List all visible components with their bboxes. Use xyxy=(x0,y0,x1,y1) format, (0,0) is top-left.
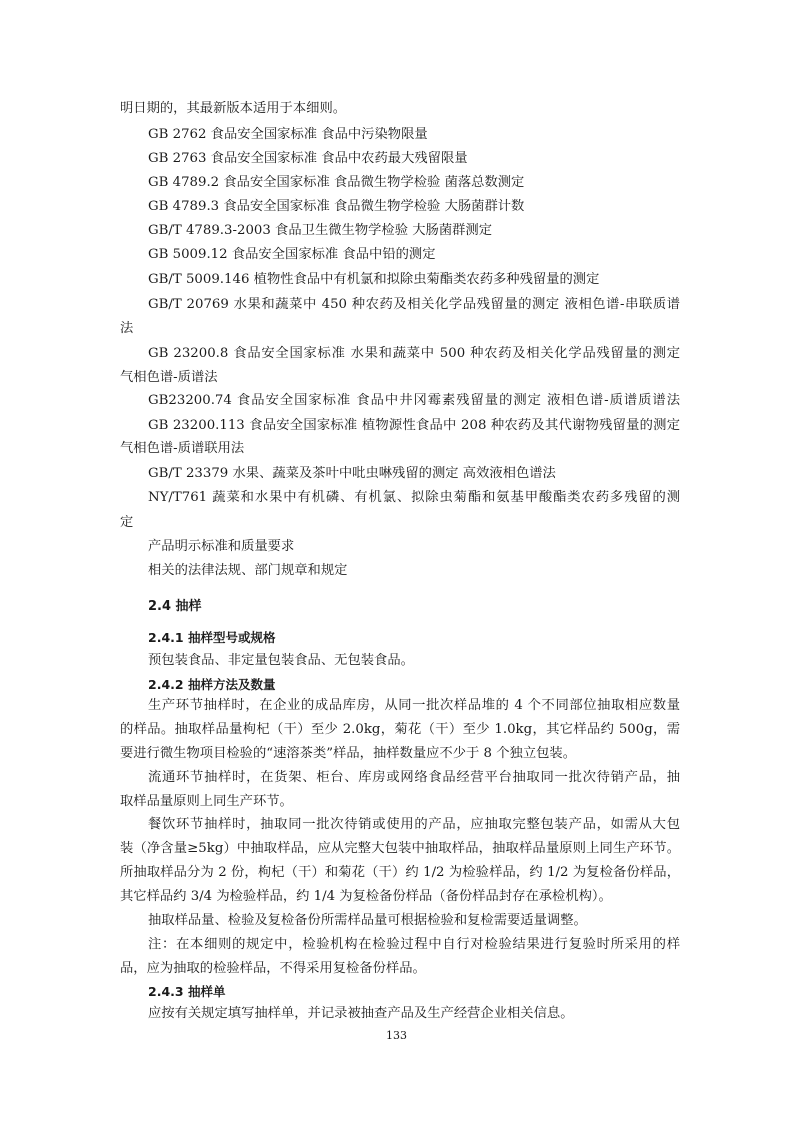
reference-line: GB/T 5009.146 植物性食品中有机氯和拟除虫菊酯类农药多种残留量的测定 xyxy=(148,272,600,287)
body-line: 取样品量原则上同生产环节。 xyxy=(120,794,293,809)
reference-line: NY/T761 蔬菜和水果中有机磷、有机氯、拟除虫菊酯和氨基甲酸酯类农药多残留的测 xyxy=(148,490,680,505)
note-line: 注：在本细则的规定中，检验机构在检验过程中自行对检验结果进行复验时所采用的样 xyxy=(148,937,680,952)
body-line: 流通环节抽样时，在货架、柜台、库房或网络食品经营平台抽取同一批次待销产品，抽 xyxy=(148,770,680,785)
body-line: 装（净含量≥5kg）中抽取样品，应从完整大包装中抽取样品，抽取样品量原则上同生产环节。 xyxy=(120,841,680,856)
reference-line: 气相色谱-质谱联用法 xyxy=(120,441,245,456)
reference-line: 相关的法律法规、部门规章和规定 xyxy=(148,563,348,578)
body-line: 餐饮环节抽样时，抽取同一批次待销或使用的产品，应抽取完整包装产品，如需从大包 xyxy=(148,817,680,832)
body-line: 抽取样品量、检验及复检备份所需样品量可根据检验和复检需要适量调整。 xyxy=(148,913,587,928)
reference-line: GB 4789.3 食品安全国家标准 食品微生物学检验 大肠菌群计数 xyxy=(148,199,525,214)
reference-line: 法 xyxy=(120,321,134,336)
reference-line: GB 2763 食品安全国家标准 食品中农药最大残留限量 xyxy=(148,151,468,166)
subsection-heading: 2.4.3 抽样单 xyxy=(148,984,226,999)
reference-line: GB 23200.8 食品安全国家标准 水果和蔬菜中 500 种农药及相关化学品残留量的测定 xyxy=(148,346,680,361)
body-line: 要进行微生物项目检验的“速溶茶类”样品，抽样数量应不少于 8 个独立包装。 xyxy=(120,746,577,761)
reference-line: 定 xyxy=(120,515,134,530)
body-line: 其它样品约 3/4 为检验样品，约 1/4 为复检备份样品（备份样品封存在承检机构）。 xyxy=(120,889,612,904)
continuation-line: 明日期的，其最新版本适用于本细则。 xyxy=(120,101,347,116)
reference-line: GB/T 4789.3-2003 食品卫生微生物学检验 大肠菌群测定 xyxy=(148,223,493,238)
reference-line: GB 5009.12 食品安全国家标准 食品中铅的测定 xyxy=(148,247,436,262)
section-heading: 2.4 抽样 xyxy=(148,599,202,614)
body-line: 生产环节抽样时，在企业的成品库房，从同一批次样品堆的 4 个不同部位抽取相应数量 xyxy=(148,698,680,713)
note-line: 品，应为抽取的检验样品，不得采用复检备份样品。 xyxy=(120,961,426,976)
subsection-heading: 2.4.2 抽样方法及数量 xyxy=(148,677,276,692)
body-line: 的样品。抽取样品量枸杞（干）至少 2.0kg，菊花（干）至少 1.0kg，其它样品约 500g，需 xyxy=(120,722,680,737)
subsection-heading: 2.4.1 抽样型号或规格 xyxy=(148,630,276,645)
reference-line: GB 2762 食品安全国家标准 食品中污染物限量 xyxy=(148,127,428,142)
reference-line: GB/T 23379 水果、蔬菜及茶叶中吡虫啉残留的测定 高效液相色谱法 xyxy=(148,466,556,481)
body-paragraph: 应按有关规定填写抽样单，并记录被抽查产品及生产经营企业相关信息。 xyxy=(148,1006,574,1021)
reference-line: GB/T 20769 水果和蔬菜中 450 种农药及相关化学品残留量的测定 液相色谱-串联质谱 xyxy=(148,297,680,312)
reference-line: GB 4789.2 食品安全国家标准 食品微生物学检验 菌落总数测定 xyxy=(148,175,525,190)
body-line: 所抽取样品分为 2 份，枸杞（干）和菊花（干）约 1/2 为检验样品，约 1/2 为复检备份样品， xyxy=(120,865,680,880)
body-paragraph: 预包装食品、非定量包装食品、无包装食品。 xyxy=(148,653,414,668)
reference-line: 产品明示标准和质量要求 xyxy=(148,539,295,554)
reference-line: GB 23200.113 食品安全国家标准 植物源性食品中 208 种农药及其代谢物残留量的测定 xyxy=(148,418,680,433)
reference-line: GB23200.74 食品安全国家标准 食品中井冈霉素残留量的测定 液相色谱-质谱质谱法 xyxy=(148,393,680,408)
page-number: 133 xyxy=(386,1029,407,1042)
reference-line: 气相色谱-质谱法 xyxy=(120,370,218,385)
